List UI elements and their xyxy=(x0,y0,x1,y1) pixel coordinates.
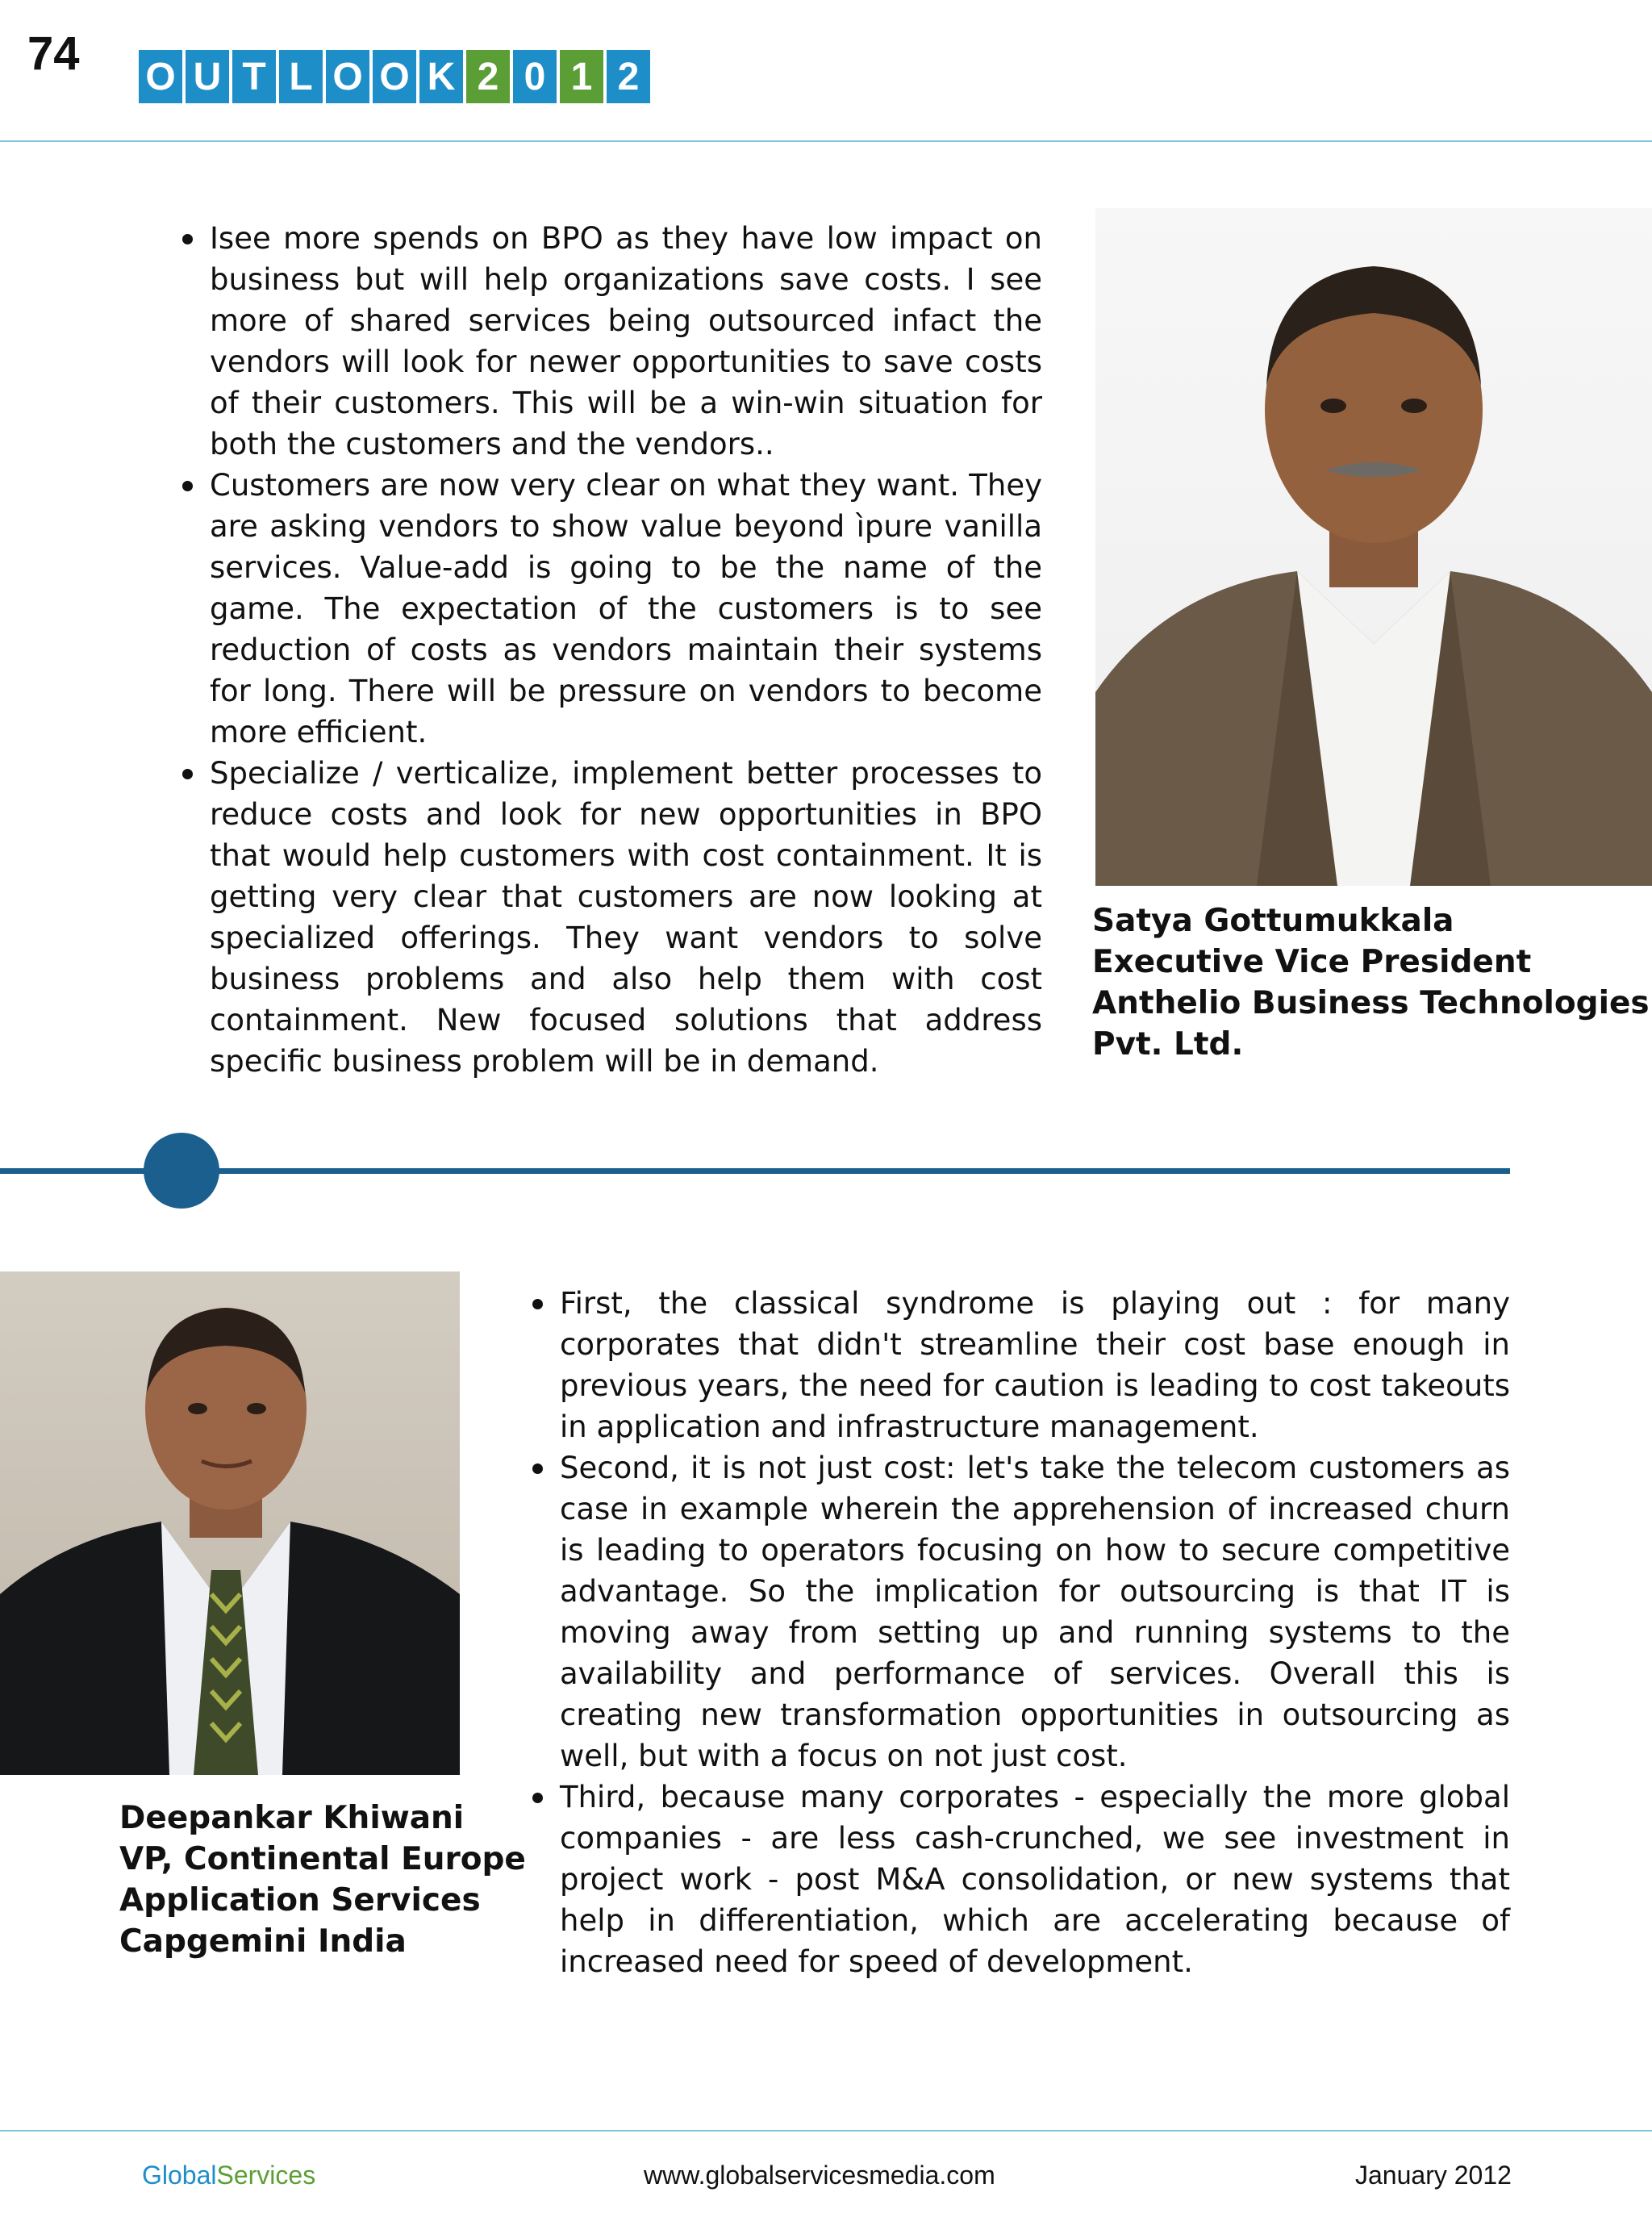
portrait-illustration xyxy=(1095,208,1652,886)
masthead-digit: 1 xyxy=(560,50,603,103)
bullet-icon xyxy=(182,769,193,779)
caption-satya xyxy=(1092,900,1650,1065)
bullet-text: Second, it is not just cost: let's take the telecom customers as case in example wherein the apprehension of increased churn is leading to operators focusing on how to secure competitive advantage. So the implication for outsourcing is that IT is moving away from setting up and running systems to the availability and performance of services. Overall this is creating new transformation opportunities in outsourcing as well, but with a focus on not just cost. xyxy=(560,1451,1510,1773)
brand-part-services: Services xyxy=(216,2161,316,2190)
footer-brand xyxy=(142,2161,315,2190)
bullet-text: Customers are now very clear on what they want. They are asking vendors to show value beyond ìpure vanilla services. Value-add is going to be the name of the game. The expectation of the customers is to see reduction of costs as vendors maintain their systems for long. There will be pressure on vendors to become more efficient. xyxy=(210,468,1042,749)
bullet-icon xyxy=(532,1793,543,1803)
masthead-letter: U xyxy=(186,50,229,103)
bullet-item xyxy=(528,1283,1510,1447)
portrait-photo-deepankar xyxy=(0,1271,460,1775)
bottom-bullet-list xyxy=(528,1283,1510,1982)
footer-url[interactable]: www.globalservicesmedia.com xyxy=(644,2161,995,2190)
masthead-letter: O xyxy=(139,50,182,103)
person-company: Capgemini India xyxy=(119,1923,407,1960)
bullet-item xyxy=(528,1777,1510,1982)
masthead-letter: O xyxy=(326,50,369,103)
masthead-letter: O xyxy=(373,50,416,103)
bullet-text: Third, because many corporates - especially the more global companies - are less cash-crunched, we see investment in project work - post M&A consolidation, or new systems that help in differentiation, which are accelerating because of increased need for speed of development. xyxy=(560,1780,1510,1979)
caption-deepankar xyxy=(119,1797,526,1962)
masthead-letter: L xyxy=(279,50,323,103)
person-company: Anthelio Business Technologies xyxy=(1092,985,1650,1021)
bullet-icon xyxy=(532,1299,543,1309)
portrait-photo-satya xyxy=(1095,208,1652,886)
brand-part-global: Global xyxy=(142,2161,217,2190)
masthead-letter: K xyxy=(419,50,463,103)
bullet-item xyxy=(528,1447,1510,1777)
bullet-item xyxy=(177,218,1042,465)
portrait-illustration xyxy=(0,1271,460,1775)
person-title: Executive Vice President xyxy=(1092,944,1532,980)
person-title: VP, Continental Europe xyxy=(119,1841,526,1877)
person-department: Application Services xyxy=(119,1882,481,1919)
bullet-icon xyxy=(182,481,193,491)
bullet-text: Isee more spends on BPO as they have low impact on business but will help organizations save costs. I see more of shared services being outsourced infact the vendors will look for newer opportunities to save costs of their customers. This will be a win-win situation for both the customers and the vendors.. xyxy=(210,221,1042,461)
bullet-text: First, the classical syndrome is playing out : for many corporates that didn't streamline their cost base enough in previous years, the need for caution is leading to cost takeouts in application and infrastructure management. xyxy=(560,1286,1510,1444)
top-bullet-list xyxy=(177,218,1042,1082)
bullet-item xyxy=(177,465,1042,753)
masthead-digit: 2 xyxy=(607,50,650,103)
masthead-outlook-2012 xyxy=(139,50,650,103)
page-number: 74 xyxy=(27,27,80,80)
bullet-item xyxy=(177,753,1042,1082)
person-name: Satya Gottumukkala xyxy=(1092,903,1454,939)
bullet-icon xyxy=(182,234,193,244)
section-divider xyxy=(0,1168,1510,1174)
bullet-icon xyxy=(532,1463,543,1474)
person-company-suffix: Pvt. Ltd. xyxy=(1092,1026,1244,1063)
masthead-letter: T xyxy=(232,50,276,103)
footer-date: January 2012 xyxy=(1355,2161,1512,2190)
bullet-text: Specialize / verticalize, implement better processes to reduce costs and look for new opportunities in BPO that would help customers with cost containment. It is getting very clear that customers are now looking at specialized offerings. They want vendors to solve business problems and also help them with cost containment. New focused solutions that address specific business problem will be in demand. xyxy=(210,756,1042,1079)
footer-rule xyxy=(0,2130,1652,2132)
person-name: Deepankar Khiwani xyxy=(119,1800,465,1836)
masthead-digit: 0 xyxy=(513,50,557,103)
divider-circle-icon xyxy=(144,1133,219,1209)
masthead-digit: 2 xyxy=(466,50,510,103)
header-rule xyxy=(0,140,1652,142)
